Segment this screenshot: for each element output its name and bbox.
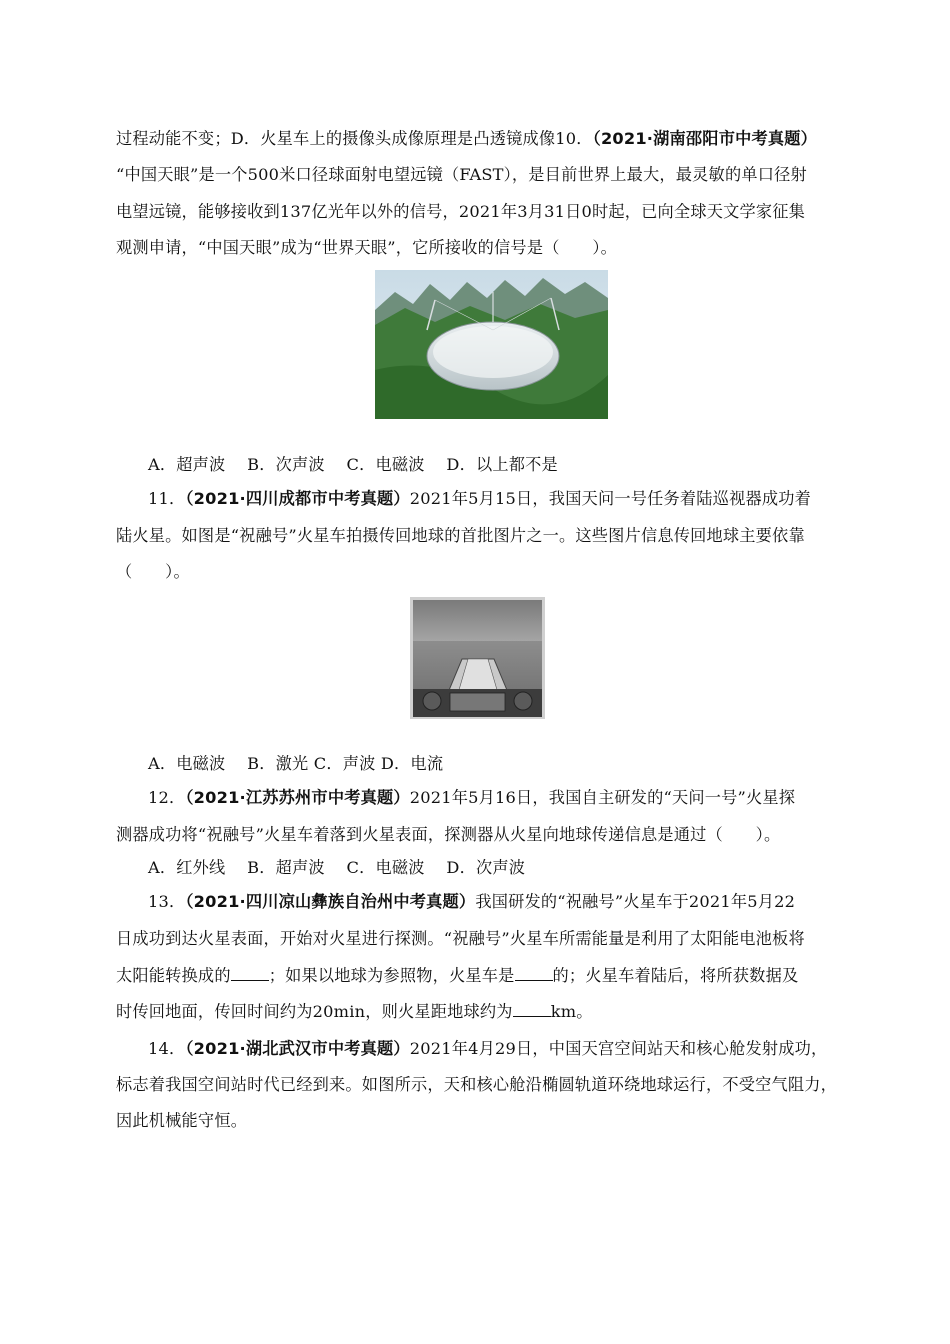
q13-line-1-text: 我国研发的“祝融号”火星车于2021年5月22: [475, 892, 796, 911]
q13-line-1: [148, 891, 795, 913]
q11-options: A．电磁波 B．激光 C．声波 D．电流: [148, 754, 444, 773]
fast-telescope-illustration: [375, 270, 608, 419]
q13-line-4b: km。: [550, 1002, 593, 1021]
q13-line-3b: ；如果以地球为参照物，火星车是: [268, 966, 515, 985]
q13-line-3c: 的；火星车着陆后，将所获数据及: [552, 966, 799, 985]
q12-number: 12．: [148, 788, 186, 807]
answer-blank-1[interactable]: [231, 966, 269, 981]
q10-line-3: 电望远镜，能够接收到137亿光年以外的信号，2021年3月31日0时起，已向全球天文学家征集: [116, 202, 806, 221]
q14-source: （2021·湖北武汉市中考真题）: [185, 1039, 410, 1058]
q13-line-4: [116, 1001, 593, 1023]
q12-source: （2021·江苏苏州市中考真题）: [185, 788, 410, 807]
answer-blank-3[interactable]: [513, 1002, 551, 1017]
fast-telescope-photo: [375, 270, 608, 419]
q10-line-4: 观测申请，“中国天眼”成为“世界天眼”，它所接收的信号是（ ）。: [116, 238, 618, 257]
q10-number: 10．: [555, 129, 593, 148]
q14-line-2: 标志着我国空间站时代已经到来。如图所示，天和核心舱沿椭圆轨道环绕地球运行，不受空气阻力，: [116, 1075, 838, 1094]
q13-number: 13．: [148, 892, 186, 911]
q13-line-3: [116, 965, 798, 987]
mars-rover-photo: [410, 597, 545, 719]
mars-rover-illustration: [410, 597, 545, 719]
q14-line-3: 因此机械能守恒。: [116, 1111, 248, 1130]
q14-line-1-text: 2021年4月29日，中国天宫空间站天和核心舱发射成功，: [409, 1039, 828, 1058]
q12-line-1: [148, 787, 795, 809]
q10-line-1: [116, 128, 817, 150]
q13-line-4a: 时传回地面，传回时间约为20min，则火星距地球约为: [116, 1002, 513, 1021]
q12-line-2: 测器成功将“祝融号”火星车着落到火星表面，探测器从火星向地球传递信息是通过（ ）。: [116, 825, 781, 844]
q14-line-1: [148, 1038, 827, 1060]
q11-line-1: [148, 488, 811, 510]
q10-options: A．超声波 B．次声波 C．电磁波 D．以上都不是: [148, 455, 558, 474]
q14-number: 14．: [148, 1039, 186, 1058]
q13-line-2: 日成功到达火星表面，开始对火星进行探测。“祝融号”火星车所需能量是利用了太阳能电池板将: [116, 929, 805, 948]
q13-line-3a: 太阳能转换成的: [116, 966, 231, 985]
answer-blank-2[interactable]: [515, 966, 553, 981]
q10-lead-text: 过程动能不变；D．火星车上的摄像头成像原理是凸透镜成像: [116, 129, 556, 148]
q11-number: 11．: [148, 489, 186, 508]
q12-line-1-text: 2021年5月16日，我国自主研发的“天问一号”火星探: [409, 788, 796, 807]
q10-source: （2021·湖南邵阳市中考真题）: [592, 129, 818, 148]
q11-line-2: 陆火星。如图是“祝融号”火星车拍摄传回地球的首批图片之一。这些图片信息传回地球主要依靠: [116, 526, 805, 545]
q13-source: （2021·四川凉山彝族自治州中考真题）: [185, 892, 476, 911]
q11-source: （2021·四川成都市中考真题）: [185, 489, 410, 508]
q12-options: A．红外线 B．超声波 C．电磁波 D．次声波: [148, 858, 526, 877]
q11-line-3: （ ）。: [116, 562, 190, 581]
q11-line-1-text: 2021年5月15日，我国天问一号任务着陆巡视器成功着: [409, 489, 812, 508]
q10-line-2: “中国天眼”是一个500米口径球面射电望远镜（FAST），是目前世界上最大，最灵敏的单口径射: [116, 165, 807, 184]
